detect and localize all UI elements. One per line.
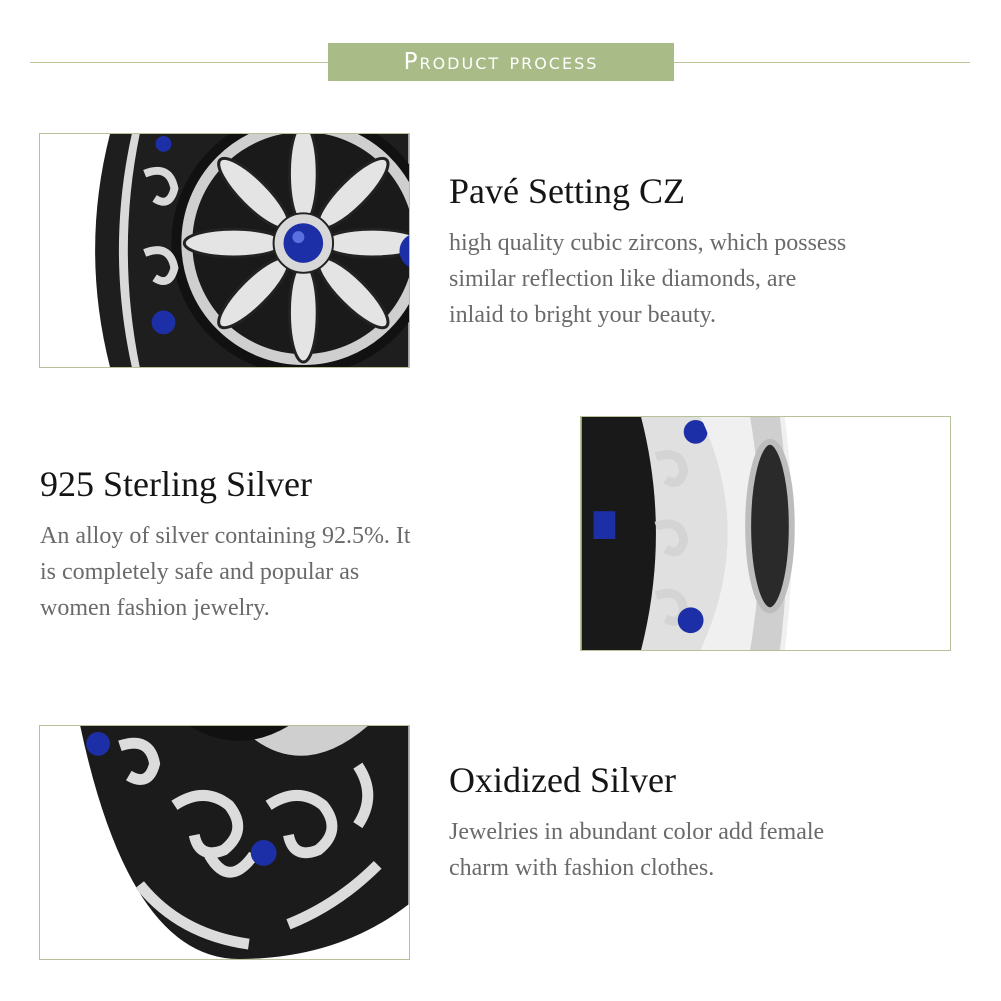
cz-flower-charm-icon [40, 134, 409, 367]
feature-desc-silver [40, 518, 411, 626]
feature-desc-cz [449, 225, 846, 333]
oxidized-filigree-icon [40, 726, 409, 959]
feature-title-oxidized: Oxidized Silver [449, 760, 676, 800]
feature-desc-oxidized [449, 814, 824, 886]
feature-image-oxidized [39, 725, 410, 960]
feature-image-cz [39, 133, 410, 368]
feature-title-cz: Pavé Setting CZ [449, 171, 685, 211]
charm-side-profile-icon [581, 417, 950, 650]
feature-desc-line: inlaid to bright your beauty. [449, 302, 717, 328]
feature-image-silver [580, 416, 951, 651]
feature-desc-line: Jewelries in abundant color add female [449, 819, 825, 845]
header-rule-right [674, 62, 970, 63]
section-header [328, 43, 674, 81]
feature-title-silver: 925 Sterling Silver [40, 464, 312, 504]
feature-desc-line: is completely safe and popular as [40, 559, 360, 585]
header-rule-left [30, 62, 328, 63]
feature-desc-line: charm with fashion clothes. [449, 855, 715, 881]
feature-desc-line: high quality cubic zircons, which possess [449, 230, 847, 256]
feature-desc-line: An alloy of silver containing 92.5%. It [40, 523, 411, 549]
section-title: Product process [403, 49, 599, 75]
feature-desc-line: women fashion jewelry. [40, 595, 270, 621]
feature-desc-line: similar reflection like diamonds, are [449, 266, 797, 292]
